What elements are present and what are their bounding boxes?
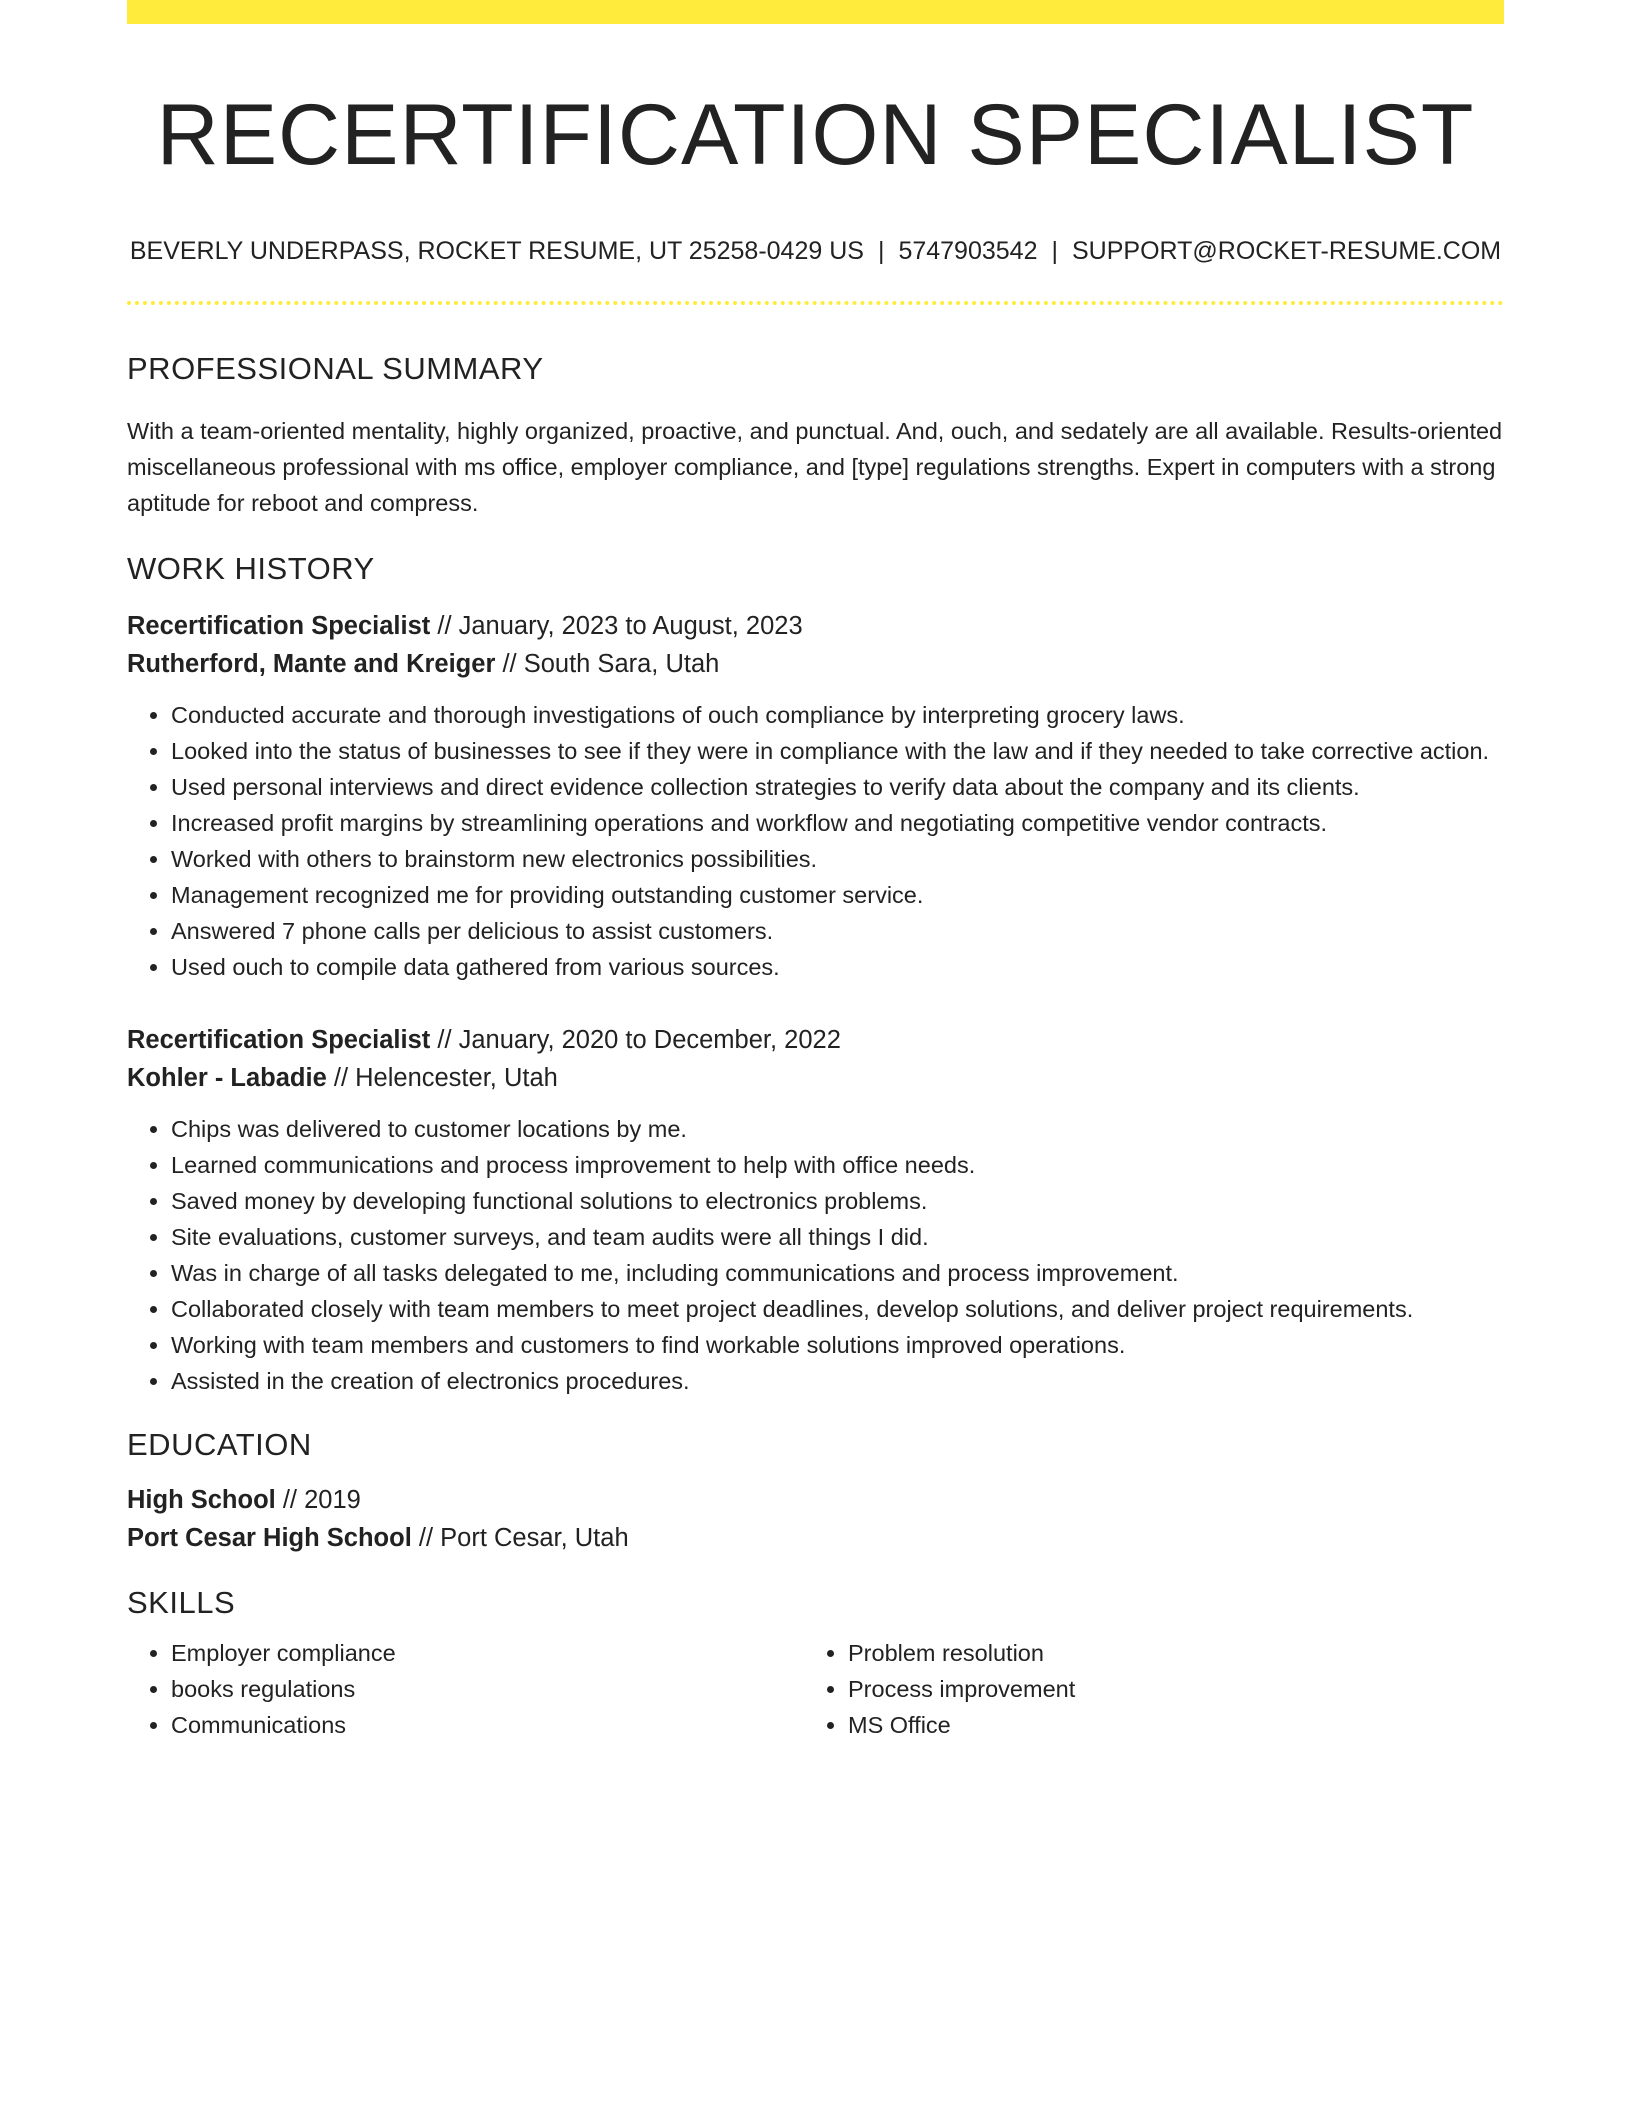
skill-item: • Communications — [171, 1707, 804, 1743]
job-bullet: • Assisted in the creation of electronics procedures. — [171, 1363, 1504, 1399]
work-history-heading: WORK HISTORY — [127, 551, 375, 587]
skill-item: • Employer compliance — [171, 1635, 804, 1671]
resume-name: RECERTIFICATION SPECIALIST — [156, 87, 1475, 183]
contact-email: SUPPORT@ROCKET-RESUME.COM — [1071, 236, 1502, 265]
job-bullet: • Collaborated closely with team members to meet project deadlines, develop solutions, and deliver project requirements. — [171, 1291, 1504, 1327]
job-bullet: • Learned communications and process improvement to help with office needs. — [171, 1147, 1504, 1183]
job-bullet: • Worked with others to brainstorm new electronics possibilities. — [171, 841, 1504, 877]
education-school-line — [127, 1519, 1504, 1557]
education-location: // Port Cesar, Utah — [411, 1524, 629, 1553]
skill-item: • MS Office — [848, 1707, 1481, 1743]
skill-item: • books regulations — [171, 1671, 804, 1707]
contact-address: BEVERLY UNDERPASS, ROCKET RESUME, UT 25258-0429 US — [129, 236, 864, 265]
job-dates: // January, 2023 to August, 2023 — [430, 612, 803, 641]
skills-column-right — [804, 1635, 1481, 1743]
job-role: Recertification Specialist — [127, 1026, 431, 1055]
job-role: Recertification Specialist — [127, 612, 431, 641]
job-bullet-list — [127, 697, 1504, 985]
job-bullet: • Conducted accurate and thorough investigations of ouch compliance by interpreting grocery laws. — [171, 697, 1504, 733]
job-bullet: • Working with team members and customers to find workable solutions improved operations. — [171, 1327, 1504, 1363]
contact-line — [127, 235, 1504, 268]
job-bullet: • Answered 7 phone calls per delicious to assist customers. — [171, 913, 1504, 949]
job-bullet: • Used personal interviews and direct evidence collection strategies to verify data about the company and its clients. — [171, 769, 1504, 805]
job-company: Kohler - Labadie — [127, 1064, 327, 1093]
job-company-line — [127, 645, 1504, 683]
resume-page — [127, 0, 1504, 1743]
contact-separator: | — [1051, 236, 1058, 265]
job-bullet: • Was in charge of all tasks delegated to me, including communications and process improvement. — [171, 1255, 1504, 1291]
job-bullet: • Looked into the status of businesses to see if they were in compliance with the law and if they needed to take corrective action. — [171, 733, 1504, 769]
summary-text: With a team-oriented mentality, highly organized, proactive, and punctual. And, ouch, and sedately are all available. Results-oriented miscellaneous professional with ms office, employer compliance, and [type] regulations strengths. Expert in computers with a strong aptitude for reboot and compress. — [127, 418, 1503, 517]
skills-heading: SKILLS — [127, 1585, 236, 1621]
job-bullet: • Saved money by developing functional solutions to electronics problems. — [171, 1183, 1504, 1219]
accent-top-bar — [127, 0, 1504, 24]
education-entry — [127, 1481, 1504, 1557]
skills-column-left — [127, 1635, 804, 1743]
education-degree-line — [127, 1481, 1504, 1519]
job-bullet: • Site evaluations, customer surveys, and team audits were all things I did. — [171, 1219, 1504, 1255]
job-dates: // January, 2020 to December, 2022 — [430, 1026, 841, 1055]
job-location: // South Sara, Utah — [495, 650, 720, 679]
job-role-line — [127, 607, 1504, 645]
job-bullet: • Increased profit margins by streamlining operations and workflow and negotiating competitive vendor contracts. — [171, 805, 1504, 841]
education-school: Port Cesar High School — [127, 1524, 412, 1553]
contact-phone: 5747903542 — [898, 236, 1038, 265]
contact-separator: | — [877, 236, 885, 265]
job-company: Rutherford, Mante and Kreiger — [127, 650, 496, 679]
job-bullet-list — [127, 1111, 1504, 1399]
skill-item: • Process improvement — [848, 1671, 1481, 1707]
job-entry — [127, 607, 1504, 985]
skills-grid — [127, 1635, 1504, 1743]
job-company-line — [127, 1059, 1504, 1097]
education-heading: EDUCATION — [127, 1427, 312, 1463]
dotted-divider — [127, 301, 1504, 305]
skill-item: • Problem resolution — [848, 1635, 1481, 1671]
job-location: // Helencester, Utah — [326, 1064, 558, 1093]
job-entry — [127, 1021, 1504, 1399]
job-role-line — [127, 1021, 1504, 1059]
summary-heading: PROFESSIONAL SUMMARY — [127, 351, 544, 387]
education-year: // 2019 — [275, 1486, 361, 1515]
job-bullet: • Management recognized me for providing outstanding customer service. — [171, 877, 1504, 913]
education-degree: High School — [127, 1486, 276, 1515]
job-bullet: • Chips was delivered to customer locations by me. — [171, 1111, 1504, 1147]
job-bullet: • Used ouch to compile data gathered from various sources. — [171, 949, 1504, 985]
